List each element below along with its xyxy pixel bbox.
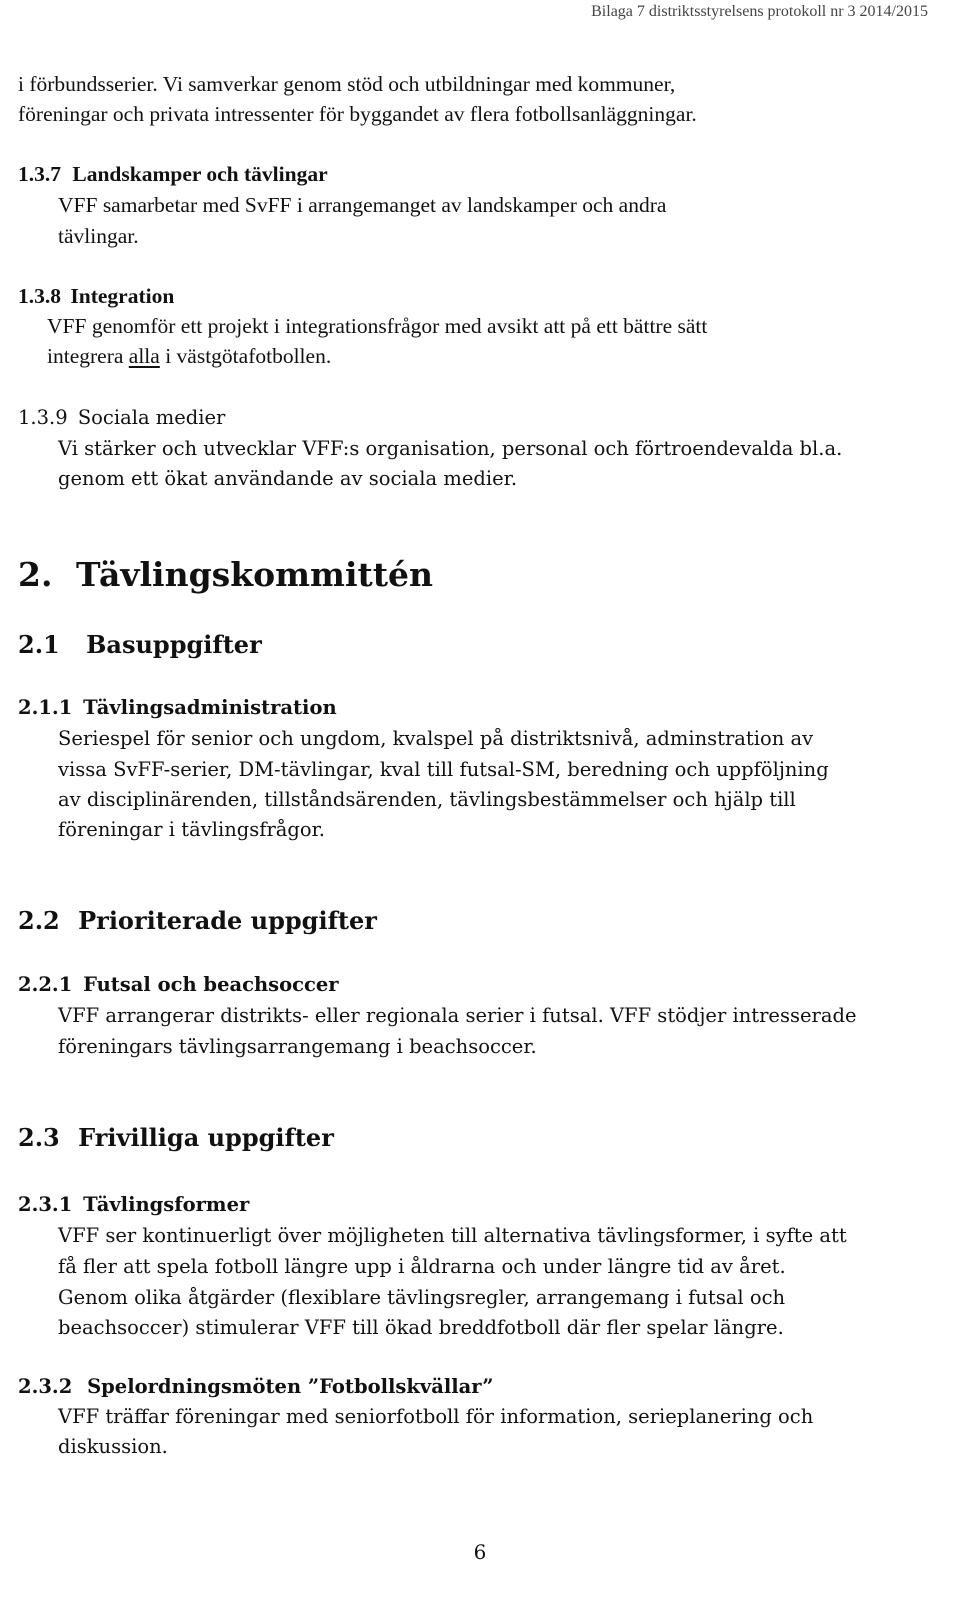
chapter-title: Tävlingskommittén bbox=[75, 555, 433, 594]
body-text-line: VFF samarbetar med SvFF i arrangemanget av landskamper och andra bbox=[58, 193, 667, 217]
section-heading-1-3-7 bbox=[18, 162, 328, 187]
body-text-line: VFF ser kontinuerligt över möjligheten till alternativa tävlingsformer, i syfte att bbox=[58, 1224, 847, 1247]
section-heading-2-2 bbox=[18, 906, 377, 935]
section-heading-2-2-1 bbox=[18, 973, 339, 996]
section-number: 2.2.1 bbox=[18, 973, 73, 996]
body-text-line: VFF genomför ett projekt i integrationsfrågor med avsikt att på ett bättre sätt bbox=[47, 314, 708, 338]
text-run: integrera bbox=[47, 344, 129, 368]
section-heading-2-3-2 bbox=[18, 1375, 494, 1398]
section-number: 1.3.7 bbox=[18, 162, 61, 186]
body-text-line: VFF träffar föreningar med seniorfotboll för information, serieplanering och bbox=[58, 1405, 814, 1428]
body-text-line: Seriespel för senior och ungdom, kvalspel på distriktsnivå, adminstration av bbox=[58, 727, 814, 750]
body-text-line bbox=[47, 344, 331, 369]
section-heading-1-3-9 bbox=[18, 406, 225, 429]
section-heading-2-1-1 bbox=[18, 696, 337, 719]
section-title: Futsal och beachsoccer bbox=[83, 973, 339, 996]
section-number: 2.1 bbox=[18, 630, 60, 659]
section-heading-1-3-8 bbox=[18, 284, 174, 309]
body-text-line: Genom olika åtgärder (flexiblare tävlingsregler, arrangemang i futsal och bbox=[58, 1286, 786, 1309]
body-text-line: beachsoccer) stimulerar VFF till ökad breddfotboll där fler spelar längre. bbox=[58, 1316, 784, 1339]
section-number: 2.3.2 bbox=[18, 1375, 73, 1398]
section-heading-2-3 bbox=[18, 1123, 334, 1152]
section-title: Basuppgifter bbox=[86, 630, 262, 659]
body-text-line: Vi stärker och utvecklar VFF:s organisation, personal och förtroendevalda bl.a. bbox=[58, 437, 843, 460]
chapter-heading bbox=[18, 555, 433, 594]
section-heading-2-3-1 bbox=[18, 1193, 249, 1216]
section-title: Prioriterade uppgifter bbox=[78, 906, 377, 935]
section-number: 1.3.9 bbox=[18, 406, 68, 429]
body-text-line: diskussion. bbox=[58, 1435, 168, 1458]
body-text-line: vissa SvFF-serier, DM-tävlingar, kval till futsal-SM, beredning och uppföljning bbox=[58, 758, 829, 781]
text-run: i västgötafotbollen. bbox=[159, 344, 332, 368]
section-heading-2-1 bbox=[18, 630, 262, 659]
section-title: Integration bbox=[70, 284, 175, 308]
body-text-line: föreningars tävlingsarrangemang i beachsoccer. bbox=[58, 1035, 537, 1058]
body-text-line: tävlingar. bbox=[58, 224, 139, 248]
chapter-number: 2. bbox=[18, 555, 53, 594]
section-title: Tävlingsadministration bbox=[83, 696, 337, 719]
section-title: Landskamper och tävlingar bbox=[72, 162, 328, 186]
section-title: Sociala medier bbox=[77, 406, 226, 429]
section-number: 2.2 bbox=[18, 906, 60, 935]
body-text-line: föreningar och privata intressenter för byggandet av flera fotbollsanläggningar. bbox=[18, 102, 697, 126]
body-text-line: av disciplinärenden, tillståndsärenden, tävlingsbestämmelser och hjälp till bbox=[58, 788, 796, 811]
section-number: 2.3.1 bbox=[18, 1193, 73, 1216]
body-text-line: VFF arrangerar distrikts- eller regionala serier i futsal. VFF stödjer intresserade bbox=[58, 1004, 857, 1027]
body-text-line: genom ett ökat användande av sociala medier. bbox=[58, 467, 518, 490]
section-title: Spelordningsmöten ”Fotbollskvällar” bbox=[87, 1375, 494, 1398]
section-number: 2.1.1 bbox=[18, 696, 73, 719]
section-number: 2.3 bbox=[18, 1123, 60, 1152]
section-title: Frivilliga uppgifter bbox=[78, 1123, 334, 1152]
underlined-word: alla bbox=[128, 344, 160, 368]
page-number: 6 bbox=[473, 1540, 487, 1564]
body-text-line: få fler att spela fotboll längre upp i åldrarna och under längre tid av året. bbox=[58, 1255, 786, 1278]
body-text-line: i förbundsserier. Vi samverkar genom stöd och utbildningar med kommuner, bbox=[18, 72, 676, 96]
page-header: Bilaga 7 distriktsstyrelsens protokoll nr 3 2014/2015 bbox=[591, 3, 928, 20]
body-text-line: föreningar i tävlingsfrågor. bbox=[58, 818, 326, 841]
section-number: 1.3.8 bbox=[18, 284, 61, 308]
section-title: Tävlingsformer bbox=[83, 1193, 250, 1216]
